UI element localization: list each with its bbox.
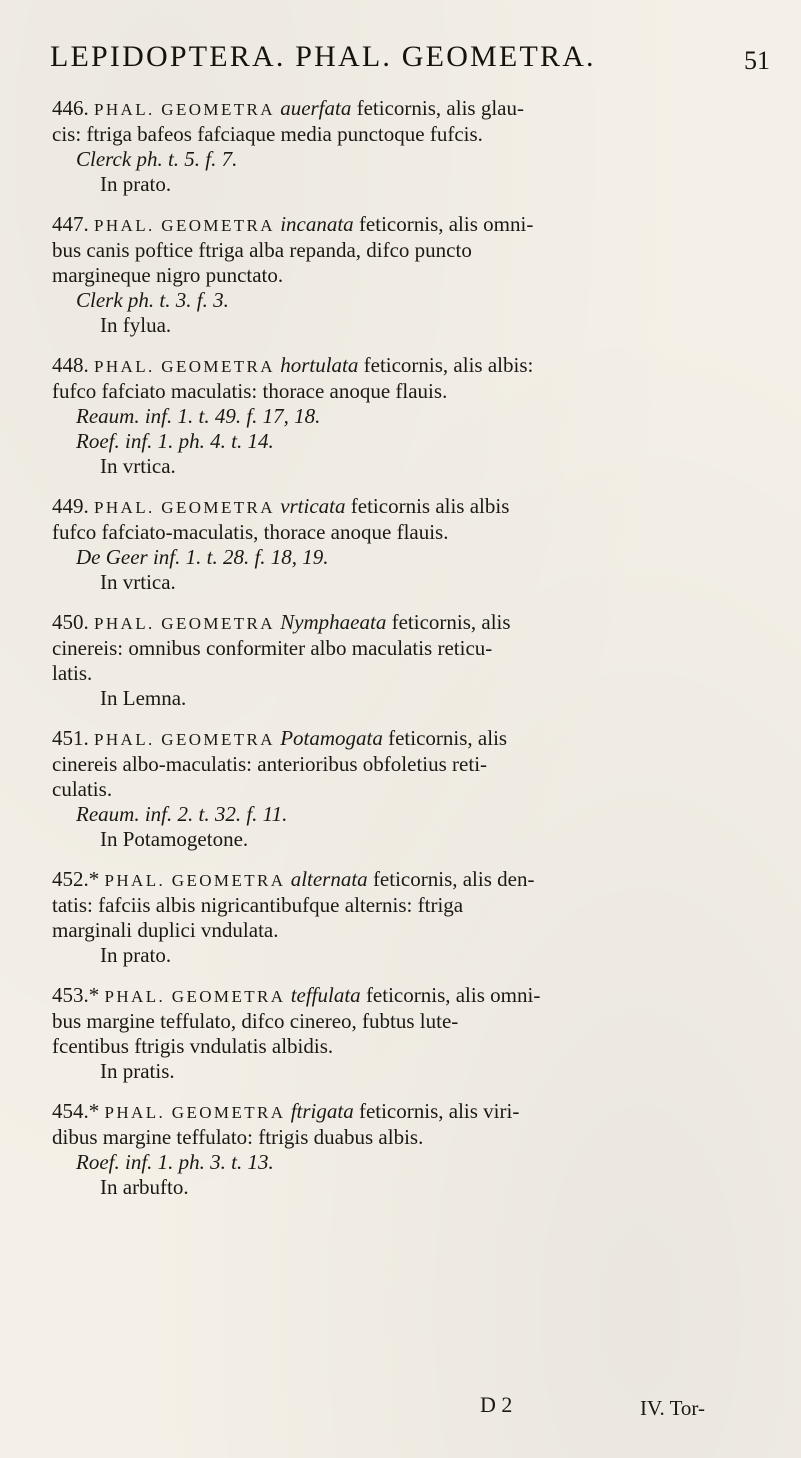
species-name: hortulata <box>280 353 359 377</box>
entry-number: 447. <box>52 212 89 236</box>
entry-first-line <box>52 726 752 752</box>
genus-name: PHAL. GEOMETRA <box>94 216 275 235</box>
genus-name: PHAL. GEOMETRA <box>94 100 275 119</box>
species-name: vrticata <box>280 494 346 518</box>
page-footer <box>0 1392 801 1432</box>
genus-name: PHAL. GEOMETRA <box>94 730 275 749</box>
habitat-note: In arbufto. <box>100 1175 189 1199</box>
entry-number: 454.* <box>52 1099 100 1123</box>
entry-number: 451. <box>52 726 89 750</box>
description-continuation: bus margine teffulato, difco cinereo, fubtus lute- <box>52 1009 459 1033</box>
habitat-note: In Potamogetone. <box>100 827 249 851</box>
signature-mark: D 2 <box>480 1392 513 1417</box>
habitat-note: In fylua. <box>100 313 172 337</box>
species-entry <box>52 983 752 1084</box>
literature-reference: Clerck ph. t. 5. f. 7. <box>76 147 238 171</box>
habitat-note: In pratis. <box>100 1059 175 1083</box>
entry-first-line <box>52 867 752 893</box>
entry-number: 448. <box>52 353 89 377</box>
description-continuation: latis. <box>52 661 93 685</box>
species-name: Nymphaeata <box>280 610 387 634</box>
species-entry <box>52 726 752 852</box>
description-text: feticornis, alis omni- <box>358 212 534 236</box>
description-continuation: cinereis albo-maculatis: anterioribus obfoletius reti- <box>52 752 488 776</box>
entry-first-line <box>52 494 752 520</box>
description-continuation: culatis. <box>52 777 113 801</box>
description-continuation: dibus margine teffulato: ftrigis duabus albis. <box>52 1125 424 1149</box>
genus-name: PHAL. GEOMETRA <box>94 357 275 376</box>
species-name: Potamogata <box>280 726 383 750</box>
literature-reference: Roef. inf. 1. ph. 3. t. 13. <box>76 1150 274 1174</box>
description-continuation: tatis: fafciis albis nigricantibufque alternis: ftriga <box>52 893 464 917</box>
entry-first-line <box>52 983 752 1009</box>
species-name: incanata <box>280 212 354 236</box>
genus-name: PHAL. GEOMETRA <box>94 614 275 633</box>
description-text: feticornis, alis glau- <box>356 96 524 120</box>
entry-first-line <box>52 610 752 636</box>
entry-number: 452.* <box>52 867 100 891</box>
running-title: LEPIDOPTERA. PHAL. GEOMETRA. <box>50 40 596 73</box>
description-text: feticornis, alis <box>388 726 508 750</box>
literature-reference: De Geer inf. 1. t. 28. f. 18, 19. <box>76 545 329 569</box>
entry-first-line <box>52 1099 752 1125</box>
page-number: 51 <box>744 46 770 75</box>
habitat-note: In Lemna. <box>100 686 187 710</box>
species-entry <box>52 212 752 338</box>
description-text: feticornis, alis omni- <box>365 983 541 1007</box>
entry-number: 450. <box>52 610 89 634</box>
description-continuation: marginali duplici vndulata. <box>52 918 279 942</box>
entry-first-line <box>52 353 752 379</box>
habitat-note: In prato. <box>100 172 172 196</box>
description-text: feticornis, alis <box>391 610 511 634</box>
genus-name: PHAL. GEOMETRA <box>104 1103 286 1122</box>
species-entry <box>52 96 752 197</box>
description-continuation: cinereis: omnibus conformiter albo maculatis reticu- <box>52 636 493 660</box>
habitat-note: In prato. <box>100 943 172 967</box>
entry-number: 446. <box>52 96 89 120</box>
description-continuation: cis: ftriga bafeos fafciaque media punctoque fufcis. <box>52 122 483 146</box>
genus-name: PHAL. GEOMETRA <box>94 498 275 517</box>
description-text: feticornis, alis den- <box>372 867 535 891</box>
species-entry <box>52 494 752 595</box>
species-entry <box>52 353 752 479</box>
description-text: feticornis, alis viri- <box>358 1099 520 1123</box>
species-name: ftrigata <box>290 1099 354 1123</box>
entry-number: 449. <box>52 494 89 518</box>
description-continuation: fufco fafciato maculatis: thorace anoque flauis. <box>52 379 448 403</box>
literature-reference: Reaum. inf. 1. t. 49. f. 17, 18. <box>76 404 321 428</box>
habitat-note: In vrtica. <box>100 454 176 478</box>
description-continuation: fcentibus ftrigis vndulatis albidis. <box>52 1034 334 1058</box>
literature-reference: Clerk ph. t. 3. f. 3. <box>76 288 229 312</box>
entry-list <box>52 96 752 1215</box>
description-continuation: margineque nigro punctato. <box>52 263 284 287</box>
description-continuation: bus canis poftice ftriga alba repanda, difco puncto <box>52 238 472 262</box>
description-text: feticornis alis albis <box>350 494 510 518</box>
description-continuation: fufco fafciato-maculatis, thorace anoque flauis. <box>52 520 449 544</box>
habitat-note: In vrtica. <box>100 570 176 594</box>
species-name: auerfata <box>280 96 352 120</box>
catchword: IV. Tor- <box>640 1396 705 1420</box>
entry-first-line <box>52 212 752 238</box>
page-header <box>50 40 770 90</box>
species-entry <box>52 867 752 968</box>
description-text: feticornis, alis albis: <box>363 353 534 377</box>
entry-number: 453.* <box>52 983 100 1007</box>
species-name: teffulata <box>290 983 361 1007</box>
entry-first-line <box>52 96 752 122</box>
genus-name: PHAL. GEOMETRA <box>104 871 286 890</box>
literature-reference: Reaum. inf. 2. t. 32. f. 11. <box>76 802 288 826</box>
species-entry <box>52 1099 752 1200</box>
species-entry <box>52 610 752 711</box>
species-name: alternata <box>290 867 368 891</box>
literature-reference: Roef. inf. 1. ph. 4. t. 14. <box>76 429 274 453</box>
genus-name: PHAL. GEOMETRA <box>104 987 286 1006</box>
